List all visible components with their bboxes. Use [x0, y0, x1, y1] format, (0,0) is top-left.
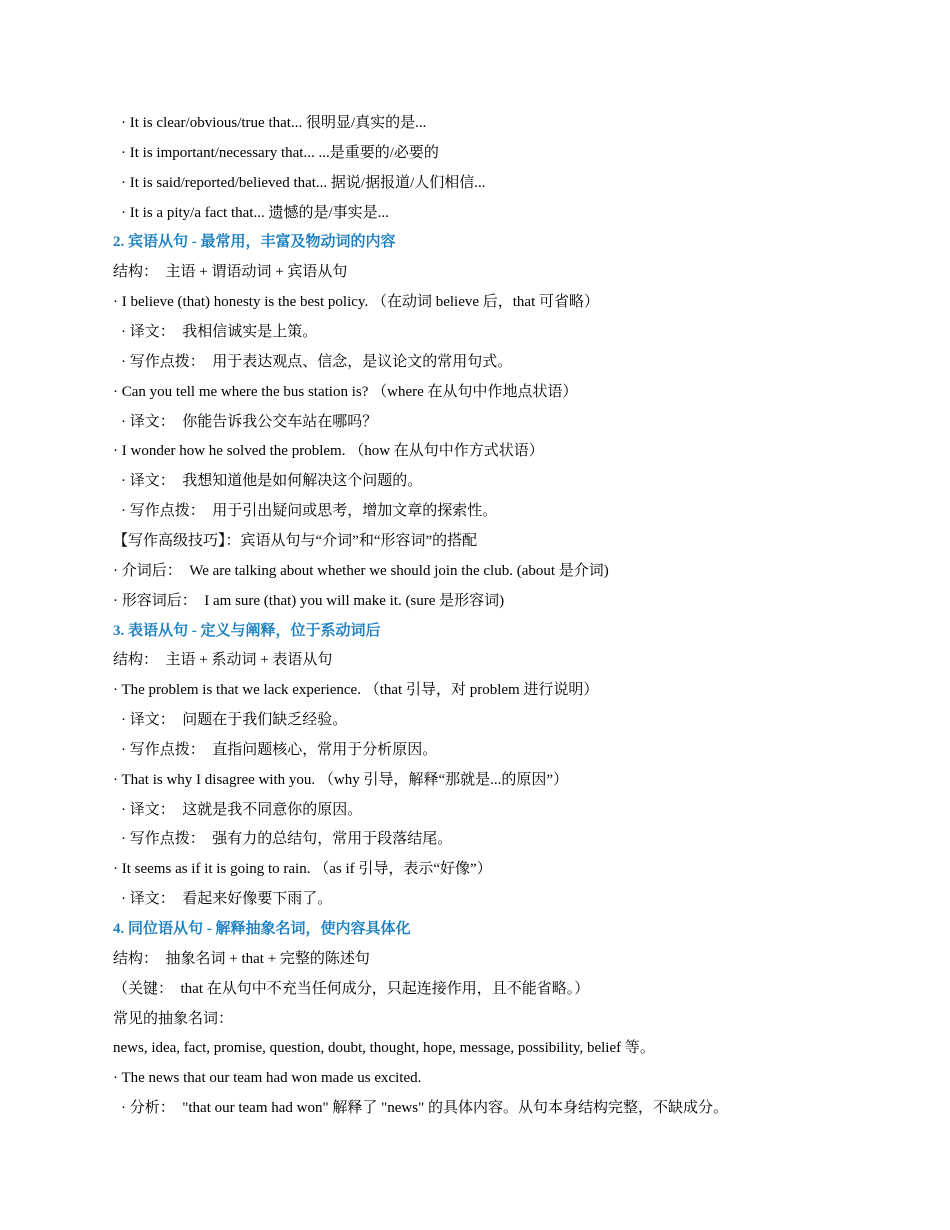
- text-line: · The news that our team had won made us excited.: [113, 1070, 422, 1087]
- text-line: · 译文： 我相信诚实是上策。: [121, 324, 318, 340]
- section-heading: 3. 表语从句 - 定义与阐释，位于系动词后: [113, 622, 381, 639]
- text-line: 结构： 主语 + 谓语动词 + 宾语从句: [113, 264, 348, 281]
- text-line: · 译文： 我想知道他是如何解决这个问题的。: [121, 473, 423, 490]
- text-line: news, idea, fact, promise, question, doubt, thought, hope, message, possibility, belief 等。: [113, 1040, 655, 1057]
- text-line: · 译文： 你能告诉我公交车站在哪吗？: [121, 413, 378, 430]
- text-line: · 介词后： We are talking about whether we should join the club. (about 是介词): [113, 562, 609, 579]
- text-line: · 写作点拨： 直指问题核心，常用于分析原因。: [121, 741, 438, 758]
- text-line: · It is a pity/a fact that... 遗憾的是/事实是...: [121, 204, 389, 221]
- text-line: 结构： 主语 + 系动词 + 表语从句: [113, 652, 333, 669]
- text-line: · It is clear/obvious/true that... 很明显/真实的是...: [121, 115, 427, 131]
- text-line: · It seems as if it is going to rain. （as if 引导，表示“好像”）: [113, 861, 492, 878]
- text-line: · 译文： 这就是我不同意你的原因。: [121, 801, 363, 818]
- text-line: · 写作点拨： 用于表达观点、信念，是议论文的常用句式。: [121, 353, 513, 370]
- text-line: · 译文： 问题在于我们缺乏经验。: [121, 712, 348, 728]
- text-line: · That is why I disagree with you. （why 引导，解释“那就是...的原因”）: [113, 771, 569, 788]
- text-line: · Can you tell me where the bus station is? （where 在从句中作地点状语）: [113, 383, 578, 400]
- section-heading: 4. 同位语从句 - 解释抽象名词，使内容具体化: [113, 921, 411, 937]
- text-line: · 写作点拨： 用于引出疑问或思考，增加文章的探索性。: [121, 503, 498, 520]
- text-line: · It is said/reported/believed that... 据说/据报道/人们相信...: [121, 174, 486, 191]
- text-line: 【写作高级技巧】：宾语从句与“介词”和“形容词”的搭配: [113, 532, 478, 549]
- text-line: · 写作点拨： 强有力的总结句，常用于段落结尾。: [121, 831, 453, 848]
- text-line: 常见的抽象名词：: [113, 1010, 234, 1027]
- text-line: · I wonder how he solved the problem. （how 在从句中作方式状语）: [113, 443, 544, 460]
- text-line: （关键： that 在从句中不充当任何成分，只起连接作用，且不能省略。）: [113, 980, 590, 997]
- text-line: · 形容词后： I am sure (that) you will make it. (sure 是形容词): [113, 592, 505, 609]
- text-line: · The problem is that we lack experience. （that 引导，对 problem 进行说明）: [113, 682, 599, 699]
- text-line: · It is important/necessary that... ...是重要的/必要的: [121, 144, 439, 161]
- text-line: · I believe (that) honesty is the best policy. （在动词 believe 后，that 可省略）: [113, 294, 600, 311]
- text-line: · 译文： 看起来好像要下雨了。: [121, 891, 333, 908]
- text-line: 结构： 抽象名词 + that + 完整的陈述句: [113, 950, 370, 967]
- text-line: · 分析： "that our team had won" 解释了 "news" 的具体内容。从句本身结构完整，不缺成分。: [121, 1100, 728, 1117]
- section-heading: 2. 宾语从句 - 最常用，丰富及物动词的内容: [113, 234, 396, 251]
